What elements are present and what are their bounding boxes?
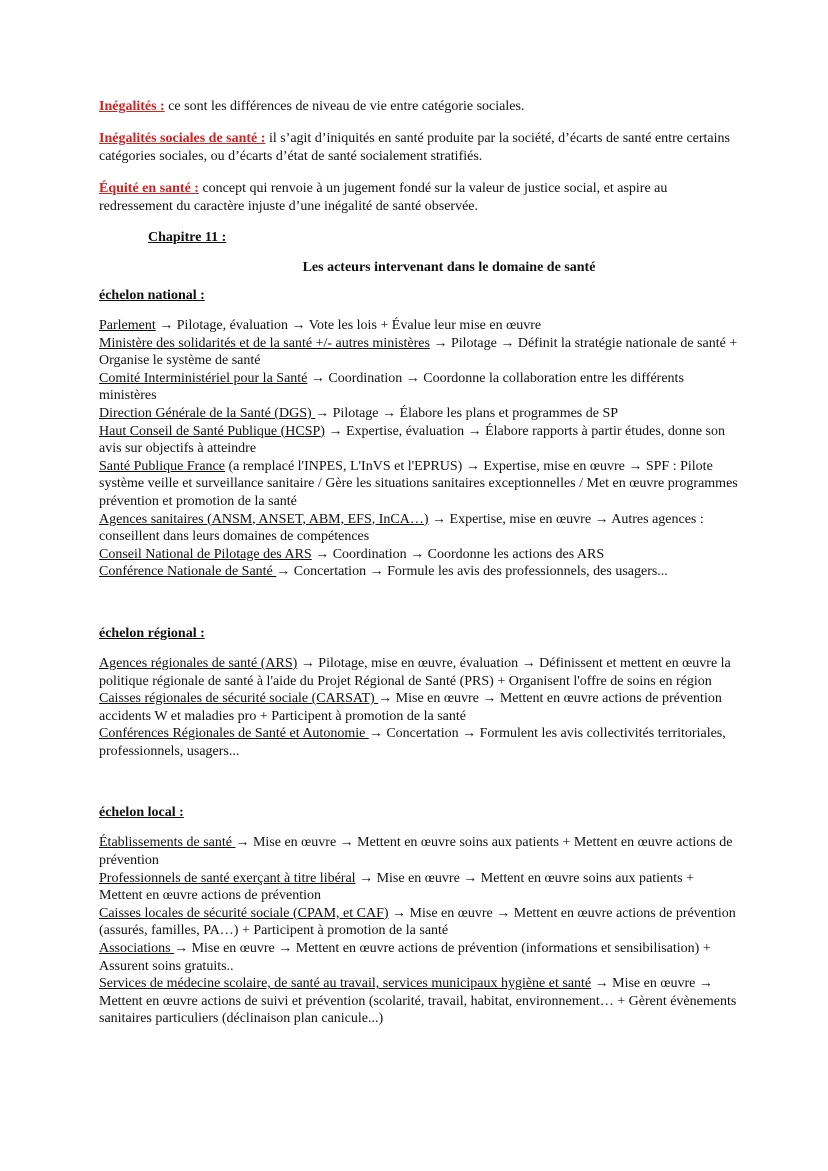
- list-item: [99, 655, 739, 690]
- regional-heading: échelon régional :: [99, 625, 205, 641]
- actor-role: → Coordination → Coordonne la collaboration entre les différents ministères: [99, 370, 684, 404]
- actor-role: → Pilotage → Élabore les plans et programmes de SP: [315, 405, 619, 421]
- actor-name: Comité Interministériel pour la Santé: [99, 370, 308, 386]
- list-item: [99, 940, 739, 975]
- definition-inegalites-sociales: [99, 130, 739, 166]
- actor-role: → Expertise, évaluation → Élabore rapports à partir études, donne son avis sur objectifs à atteindre: [99, 423, 725, 457]
- list-item: [99, 405, 739, 423]
- actor-role: → Concertation → Formulent les avis collectivités territoriales, professionnels, usagers...: [99, 726, 726, 759]
- list-item: [99, 870, 739, 905]
- actor-name: Caisses régionales de sécurité sociale (CARSAT): [99, 691, 379, 707]
- list-item: [99, 975, 739, 1028]
- actor-name: Direction Générale de la Santé (DGS): [99, 405, 316, 421]
- regional-list: [99, 655, 739, 761]
- actor-role: → Expertise, mise en œuvre → Autres agences : conseillent dans leurs domaines de compétences: [99, 511, 704, 545]
- actor-role: → Mise en œuvre → Mettent en œuvre actions de prévention (assurés, familles, PA…) + Participent à promotion de la santé: [99, 905, 736, 939]
- actor-name: Conférences Régionales de Santé et Autonomie: [99, 726, 369, 742]
- actor-role: (a remplacé l'INPES, L'InVS et l'EPRUS) → Expertise, mise en œuvre → SPF : Pilote système veille et surveillance sanitaire / Gère les situations sanitaires exceptionnelles / Met en œuvre programmes prévention et promotion de la santé: [99, 458, 738, 509]
- actor-name: Services de médecine scolaire, de santé au travail, services municipaux hygiène et santé: [99, 976, 592, 992]
- definition-text: concept qui renvoie à un jugement fondé sur la valeur de justice social, et aspire au redressement du caractère injuste d’une inégalité de santé observée.: [99, 181, 668, 214]
- list-item: [99, 458, 739, 511]
- local-list: [99, 834, 739, 1028]
- actor-name: Haut Conseil de Santé Publique (HCSP): [99, 423, 325, 439]
- list-item: [99, 563, 739, 581]
- document-page: [99, 98, 739, 1028]
- definition-inegalites: [99, 98, 739, 116]
- definition-text: ce sont les différences de niveau de vie entre catégorie sociales.: [164, 99, 525, 114]
- list-item: [99, 317, 739, 335]
- actor-role: → Pilotage → Définit la stratégie nationale de santé + Organise le système de santé: [99, 335, 738, 369]
- actor-role: → Coordination → Coordonne les actions des ARS: [311, 546, 605, 562]
- list-item: [99, 905, 739, 940]
- actor-role: → Concertation → Formule les avis des professionnels, des usagers...: [276, 564, 668, 580]
- actor-role: → Pilotage, mise en œuvre, évaluation → Définissent et mettent en œuvre la politique régionale de santé à l'aide du Projet Régional de Santé (PRS) + Organisent l'offre de soins en région: [99, 655, 731, 689]
- list-item: [99, 690, 739, 725]
- national-heading: échelon national :: [99, 288, 205, 303]
- actor-name: Parlement: [99, 318, 156, 333]
- chapter-heading: Chapitre 11 :: [148, 230, 227, 245]
- list-item: [99, 546, 739, 564]
- definition-term: Inégalités :: [99, 99, 165, 114]
- actor-role: → Pilotage, évaluation → Vote les lois + Évalue leur mise en œuvre: [155, 318, 542, 333]
- actor-name: Professionnels de santé exerçant à titre libéral: [99, 870, 356, 886]
- actor-name: Associations: [99, 941, 175, 957]
- actor-name: Ministère des solidarités et de la santé +/- autres ministères: [99, 335, 430, 351]
- actor-name: Conseil National de Pilotage des ARS: [99, 546, 312, 562]
- actor-name: Établissements de santé: [99, 835, 236, 851]
- actor-name: Agences sanitaires (ANSM, ANSET, ABM, EFS, InCA…): [99, 511, 429, 527]
- list-item: [99, 834, 739, 869]
- actor-role: → Mise en œuvre → Mettent en œuvre soins aux patients + Mettent en œuvre actions de prévention: [99, 835, 733, 869]
- definition-equite: [99, 180, 739, 216]
- actor-role: → Mise en œuvre → Mettent en œuvre actions de prévention (informations et sensibilisation) + Assurent soins gratuits..: [99, 941, 711, 974]
- actor-role: → Mise en œuvre → Mettent en œuvre soins aux patients + Mettent en œuvre actions de prévention: [99, 870, 694, 904]
- national-list: [99, 317, 739, 581]
- list-item: [99, 335, 739, 370]
- definition-term: Inégalités sociales de santé :: [99, 131, 266, 146]
- actor-name: Conférence Nationale de Santé: [99, 564, 277, 580]
- actor-name: Agences régionales de santé (ARS): [99, 655, 298, 671]
- actor-role: → Mise en œuvre → Mettent en œuvre actions de suivi et prévention (scolarité, travail, habitat, environnement… + Gèrent évènements sanitaires particuliers (déclinaison plan canicule...): [99, 976, 737, 1027]
- definition-text: il s’agit d’iniquités en santé produite par la société, d’écarts de santé entre certains catégories sociales, ou d’écarts d’état de santé socialement stratifiés.: [99, 131, 730, 164]
- actor-name: Caisses locales de sécurité sociale (CPAM, et CAF): [99, 905, 389, 921]
- actor-name: Santé Publique France: [99, 458, 225, 474]
- list-item: [99, 511, 739, 546]
- list-item: [99, 370, 739, 405]
- actor-role: → Mise en œuvre → Mettent en œuvre actions de prévention accidents W et maladies pro + Participent à promotion de la santé: [99, 691, 722, 724]
- definition-term: Équité en santé :: [99, 181, 199, 196]
- local-heading: échelon local :: [99, 805, 184, 821]
- chapter-title: Les acteurs intervenant dans le domaine de santé: [302, 260, 596, 275]
- list-item: [99, 725, 739, 760]
- list-item: [99, 423, 739, 458]
